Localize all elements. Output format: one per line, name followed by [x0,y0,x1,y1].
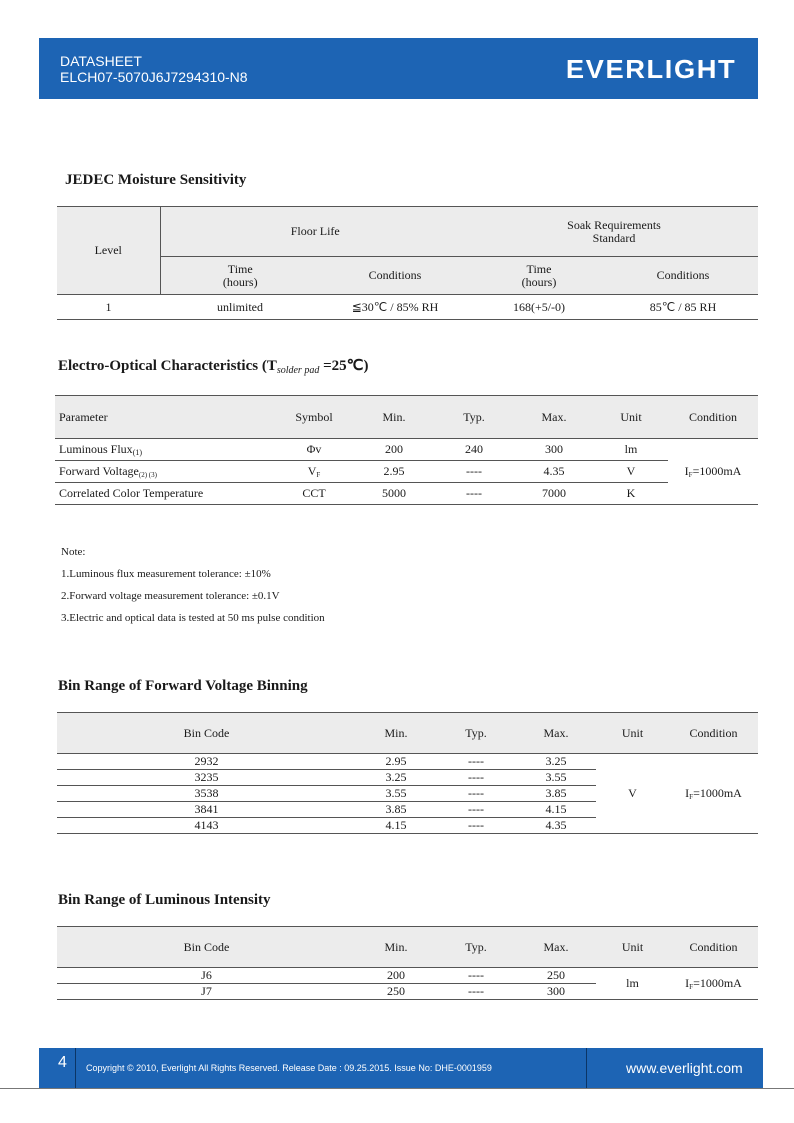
vf-bin-code: 4143 [57,818,356,834]
note-item: 1.Luminous flux measurement tolerance: ±10% [61,568,271,580]
vf-bin-min: 3.85 [356,802,436,818]
eo-header-parameter: Parameter [55,396,274,439]
vf-bin-max: 3.85 [516,786,596,802]
vf-bin-min: 2.95 [356,754,436,770]
table-row [55,461,758,483]
eo-param: Luminous Flux$_{(1)}$ [55,439,274,461]
vf-bin-min: 3.25 [356,770,436,786]
eo-header-max: Max. [514,396,594,439]
jedec-soak-header: Soak Requirements Standard [470,207,758,257]
vf-header-max: Max. [516,713,596,754]
vf-header-typ: Typ. [436,713,516,754]
vf-bin-code: 2932 [57,754,356,770]
footer-website-link[interactable]: www.everlight.com [626,1060,743,1076]
note-item: 2.Forward voltage measurement tolerance: ±0.1V [61,590,280,602]
notes-title: Note: [61,546,86,558]
vf-bin-typ: ---- [436,786,516,802]
footer-divider [75,1048,76,1088]
footer-copyright: Copyright © 2010, Everlight All Rights Reserved. Release Date : 09.25.2015. Issue No: DHE-0001959 [86,1063,492,1073]
lum-bin-min: 200 [356,968,436,984]
eo-min: 200 [354,439,434,461]
vf-bin-min: 4.15 [356,818,436,834]
jedec-level-value: 1 [57,295,160,320]
lum-unit: lm [596,968,669,1000]
lum-header-unit: Unit [596,927,669,968]
jedec-floor-time-value: unlimited [160,295,320,320]
eo-title: Electro-Optical Characteristics ($T_{solder pad}$ =25℃) [58,358,369,376]
lum-bin-code: J6 [57,968,356,984]
jedec-level-header: Level [57,207,160,295]
vf-bin-typ: ---- [436,754,516,770]
vf-bin-typ: ---- [436,818,516,834]
jedec-floor-cond-value: ≦30℃ / 85% RH [320,295,470,320]
vf-bin-code: 3538 [57,786,356,802]
lum-header-max: Max. [516,927,596,968]
eo-max: 7000 [514,483,594,505]
lum-bin-max: 300 [516,984,596,1000]
lum-header-typ: Typ. [436,927,516,968]
jedec-soak-time-value: 168(+5/-0) [470,295,608,320]
table-row [55,483,758,505]
jedec-title: JEDEC Moisture Sensitivity [65,172,247,188]
vf-bin-code: 3235 [57,770,356,786]
jedec-floor-time-header: Time (hours) [160,257,320,295]
eo-unit: lm [594,439,668,461]
jedec-soak-cond-header: Conditions [656,268,710,282]
table-row [55,439,758,461]
lum-bin-typ: ---- [436,984,516,1000]
vf-bins-table [57,712,758,834]
jedec-soak-cond-value: 85℃ / 85 RH [608,295,758,320]
vf-header-unit: Unit [596,713,669,754]
footer-divider [586,1048,587,1088]
page-footer [39,1048,763,1088]
page-header [39,38,758,99]
footer-rule [0,1088,794,1089]
lum-header-min: Min. [356,927,436,968]
eo-symbol: CCT [274,483,354,505]
lum-bin-typ: ---- [436,968,516,984]
eo-symbol: $V_F$ [274,461,354,483]
eo-param: Forward Voltage$_{(2) (3)}$ [55,461,274,483]
table-row [57,295,758,320]
lum-bins-table [57,926,758,1000]
vf-unit: V [596,754,669,834]
vf-bin-typ: ---- [436,802,516,818]
lum-header-condition: Condition [669,927,758,968]
vf-bin-max: 3.55 [516,770,596,786]
jedec-floor-cond-header: Conditions [368,268,422,282]
eo-symbol: Φv [274,439,354,461]
vf-bin-typ: ---- [436,770,516,786]
vf-header-bin-code: Bin Code [57,713,356,754]
eo-header-condition: Condition [668,396,758,439]
lum-header-bin-code: Bin Code [57,927,356,968]
header-part-number: ELCH07-5070J6J7294310-N8 [60,69,248,85]
everlight-logo: EVERLIGHT [565,54,736,84]
vf-bin-min: 3.55 [356,786,436,802]
eo-condition: $I_F=1000mA$ [668,439,758,505]
eo-min: 2.95 [354,461,434,483]
eo-typ: ---- [434,483,514,505]
eo-header-symbol: Symbol [274,396,354,439]
page-number: 4 [58,1054,67,1071]
eo-header-typ: Typ. [434,396,514,439]
eo-min: 5000 [354,483,434,505]
vf-bin-max: 4.35 [516,818,596,834]
lum-bin-code: J7 [57,984,356,1000]
jedec-soak-time-header: Time (hours) [521,261,557,289]
table-row [57,968,758,984]
eo-param: Correlated Color Temperature [55,483,274,505]
vf-bin-code: 3841 [57,802,356,818]
eo-unit: V [594,461,668,483]
vf-bin-max: 4.15 [516,802,596,818]
lum-bin-min: 250 [356,984,436,1000]
header-doc-type: DATASHEET [60,53,142,69]
lum-bins-title: Bin Range of Luminous Intensity [58,892,271,908]
eo-typ: 240 [434,439,514,461]
eo-header-min: Min. [354,396,434,439]
eo-max: 4.35 [514,461,594,483]
lum-condition: $I_F=1000mA$ [669,968,758,1000]
vf-bin-max: 3.25 [516,754,596,770]
jedec-floor-life-header: Floor Life [160,207,470,257]
vf-condition: $I_F=1000mA$ [669,754,758,834]
jedec-table [57,206,758,320]
eo-header-unit: Unit [594,396,668,439]
eo-unit: K [594,483,668,505]
vf-header-min: Min. [356,713,436,754]
table-row [57,754,758,770]
note-item: 3.Electric and optical data is tested at 50 ms pulse condition [61,612,325,624]
eo-typ: ---- [434,461,514,483]
eo-table [55,395,758,505]
lum-bin-max: 250 [516,968,596,984]
vf-header-condition: Condition [669,713,758,754]
vf-bins-title: Bin Range of Forward Voltage Binning [58,678,308,694]
eo-max: 300 [514,439,594,461]
